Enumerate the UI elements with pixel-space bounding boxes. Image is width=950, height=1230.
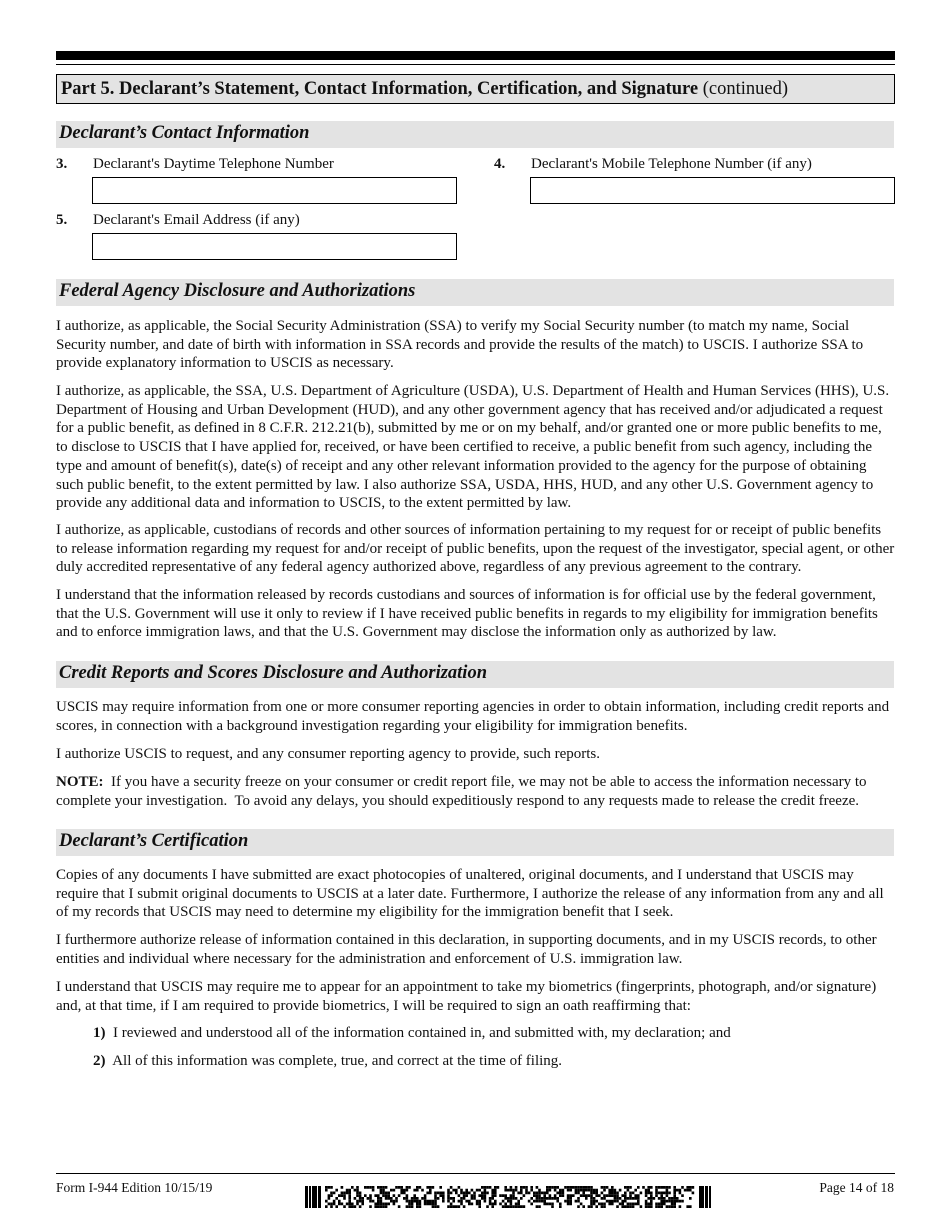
oath-item-number: 1)	[93, 1025, 106, 1041]
footer-rule	[56, 1173, 895, 1174]
daytime-phone-input[interactable]	[92, 177, 457, 204]
federal-paragraph-1: I authorize, as applicable, the Social Security Administration (SSA) to verify my Social Security number (to match my name, Social Security number, and date of birth with information in SSA records and provide the results of the match) to USCIS. I authorize SSA to provide explanatory information to USCIS as necessary.	[56, 318, 864, 372]
note-label: NOTE:	[56, 774, 104, 790]
email-input[interactable]	[92, 233, 457, 260]
section-federal-heading	[56, 279, 894, 306]
barcode-image	[305, 1186, 712, 1208]
part-title: Part 5. Declarant’s Statement, Contact Information, Certification, and Signature	[61, 79, 699, 99]
top-rule-thick	[56, 51, 895, 60]
oath-item-text: All of this information was complete, true, and correct at the time of filing.	[112, 1053, 563, 1069]
section-title: Credit Reports and Scores Disclosure and Authorization	[59, 663, 487, 683]
form-edition: Form I-944 Edition 10/15/19	[56, 1180, 213, 1195]
mobile-phone-label: Declarant's Mobile Telephone Number (if any)	[531, 156, 812, 172]
section-title: Federal Agency Disclosure and Authorizations	[59, 281, 416, 301]
mobile-phone-input[interactable]	[530, 177, 895, 204]
section-title: Declarant’s Contact Information	[59, 123, 310, 143]
credit-paragraph-2: I authorize USCIS to request, and any consumer reporting agency to provide, such reports.	[56, 746, 601, 762]
page-number: Page 14 of 18	[819, 1180, 894, 1195]
note-text: If you have a security freeze on your consumer or credit report file, we may not be able to access the information necessary to complete your investigation. To avoid any delays, you should expeditiously respond to any requests made to release the credit freeze.	[56, 774, 871, 809]
certification-paragraph-2: I furthermore authorize release of information contained in this declaration, in supporting documents, and in my USCIS records, to other entities and individual where necessary for the administration and enforcement of U.S. immigration law.	[56, 932, 877, 967]
certification-paragraph-3: I understand that USCIS may require me to appear for an appointment to take my biometrics (fingerprints, photograph, and/or signature) and, at that time, if I am required to provide biometrics, I will be required to sign an oath reaffirming that:	[56, 979, 877, 1014]
question-number-4: 4.	[494, 156, 506, 172]
section-title: Declarant’s Certification	[59, 831, 249, 851]
federal-paragraph-4: I understand that the information released by records custodians and sources of information is for official use by the federal government, that the U.S. Government will use it only to review if I have received public benefits in regards to my eligibility for immigration benefits and to enforce immigration laws, and that the U.S. Government may disclose the information only as authorized by law.	[56, 587, 878, 641]
part-header	[56, 74, 895, 104]
question-number-5: 5.	[56, 212, 68, 228]
section-credit-heading	[56, 661, 894, 688]
oath-item-2	[93, 1053, 562, 1070]
credit-paragraph-1: USCIS may require information from one or more consumer reporting agencies in order to obtain information, including credit reports and scores, in connection with a background investigation regarding your eligibility for immigration benefits.	[56, 699, 890, 734]
oath-item-1	[93, 1025, 731, 1042]
oath-item-number: 2)	[93, 1053, 106, 1069]
section-certification-heading	[56, 829, 894, 856]
top-rule-thin	[56, 64, 895, 65]
question-number-3: 3.	[56, 156, 68, 172]
federal-paragraph-2: I authorize, as applicable, the SSA, U.S. Department of Agriculture (USDA), U.S. Department of Health and Human Services (HHS), U.S. Department of Housing and Urban Development (HUD), and any other government agency that has received and/or adjudicated a request for a public benefit, as defined in 8 C.F.R. 212.21(b), submitted by me or on my behalf, and/or granted one or more public benefits to me, to disclose to USCIS that I have applied for, received, or have been certified to receive, a public benefit from such agency, including the type and amount of benefit(s), date(s) of receipt and any other relevant information provided to the agency for the purpose of obtaining such public benefit, to the extent permitted by law. I also authorize SSA, USDA, HHS, HUD, and any other U.S. Government agency to provide any additional data and information to USCIS, to the extent permitted by law.	[56, 383, 890, 512]
section-contact-heading	[56, 121, 894, 148]
federal-paragraph-3: I authorize, as applicable, custodians of records and other sources of information pertaining to my request for or receipt of public benefits to release information regarding my request for and/or receipt of public benefits, upon the request of the investigator, special agent, or other duly accredited representative of any federal agency authorized above, regardless of any previous agreement to the contrary.	[56, 522, 895, 576]
oath-item-text: I reviewed and understood all of the information contained in, and submitted with, my declaration; and	[113, 1025, 731, 1041]
daytime-phone-label: Declarant's Daytime Telephone Number	[93, 156, 334, 172]
credit-note	[56, 773, 896, 810]
certification-paragraph-1: Copies of any documents I have submitted are exact photocopies of unaltered, original documents, and I understand that USCIS may require that I submit original documents to USCIS at a later date. Furthermore, I authorize the release of any information from any and all of my records that USCIS may need to determine my eligibility for the immigration benefit that I seek.	[56, 867, 884, 921]
email-label: Declarant's Email Address (if any)	[93, 212, 300, 228]
part-title-suffix: (continued)	[698, 79, 789, 99]
